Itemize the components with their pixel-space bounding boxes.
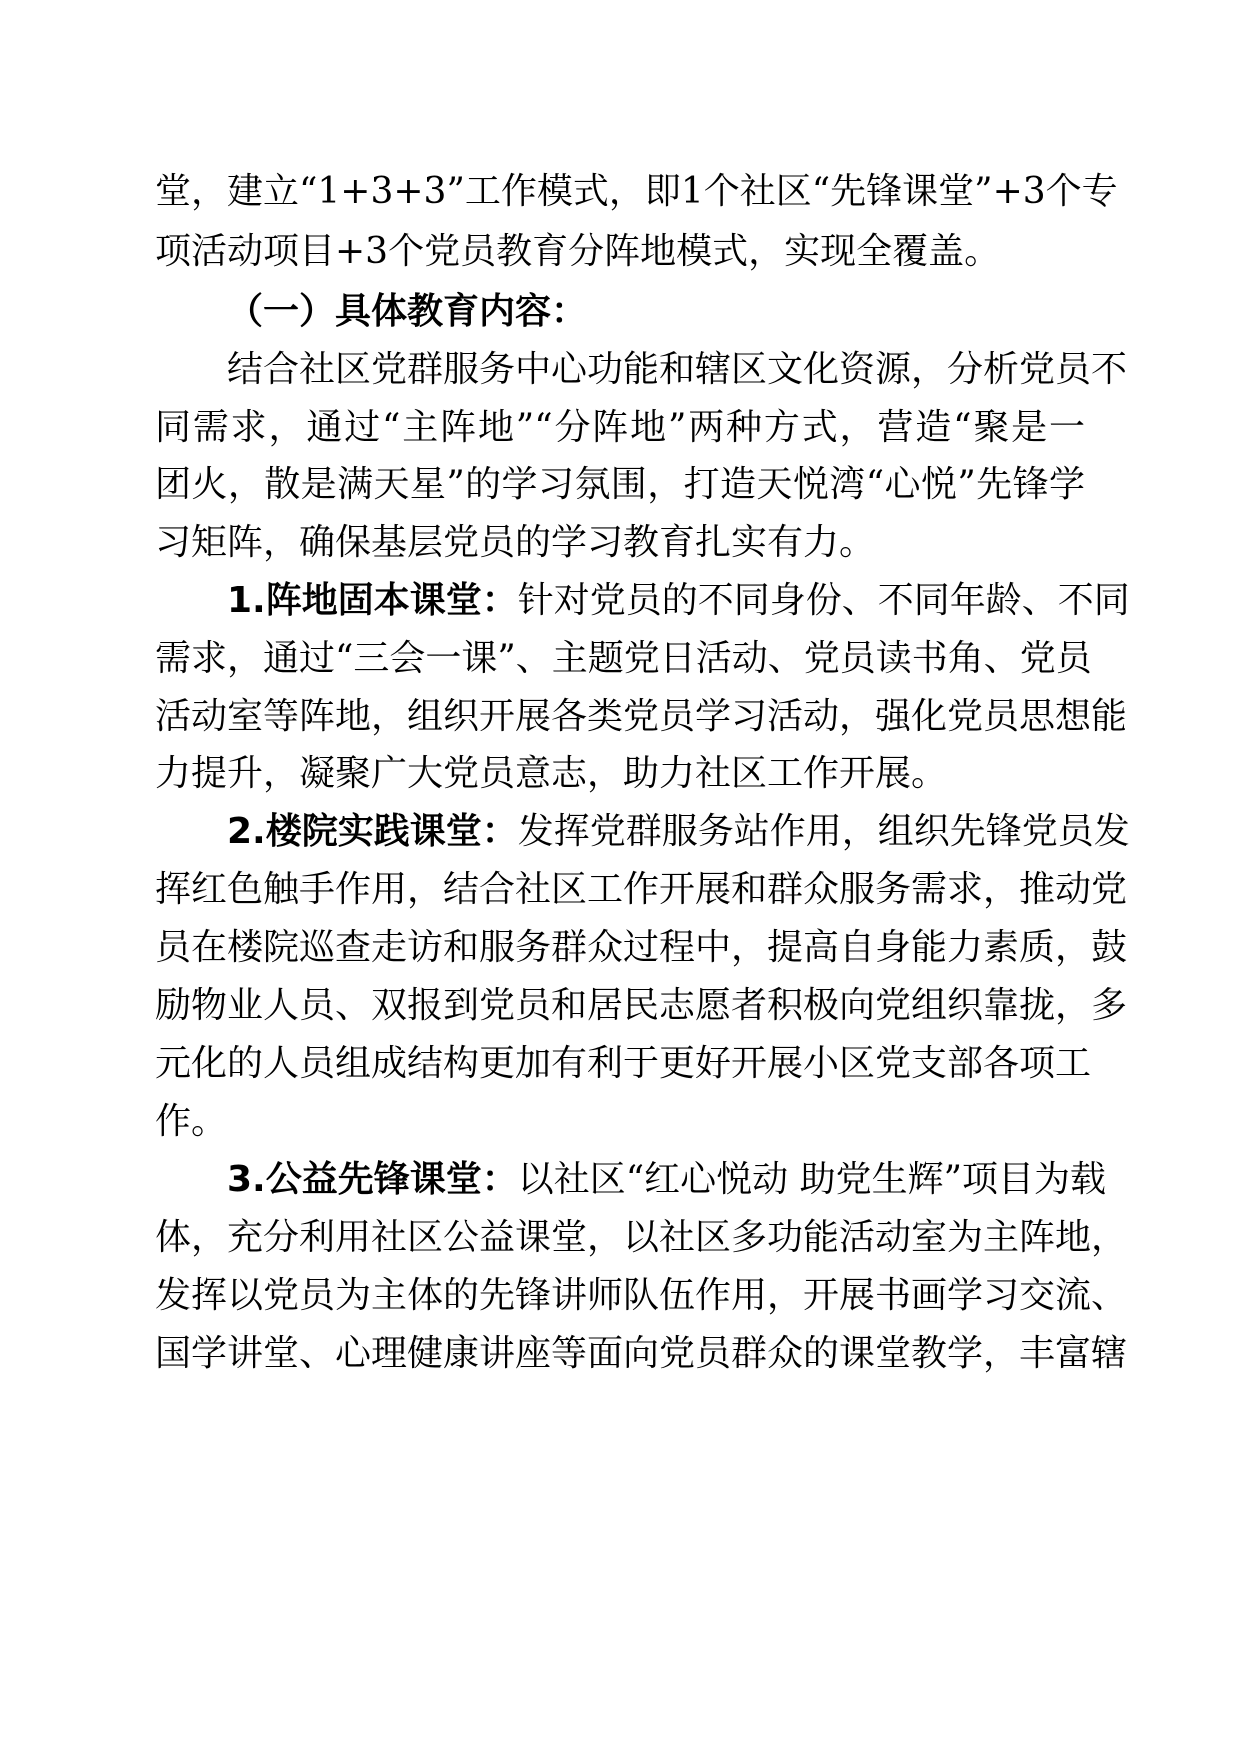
- paragraph-1-first-line: [155, 579, 1130, 623]
- paragraph-3-first-line: [155, 1158, 1106, 1202]
- body-line-11: 力提升，凝聚广大党员意志，助力社区工作开展。: [155, 753, 948, 794]
- paragraph-1-text: 针对党员的不同身份、不同年龄、不同: [517, 580, 1130, 621]
- body-line-9: 需求，通过“三会一课”、主题党日活动、党员读书角、党员: [155, 638, 1092, 679]
- paragraph-2-text: 发挥党群服务站作用，组织先锋党员发: [517, 811, 1130, 852]
- body-line-21: 国学讲堂、心理健康讲座等面向党员群众的课堂教学，丰富辖: [155, 1333, 1128, 1374]
- section-heading: （一）具体教育内容：: [227, 291, 588, 332]
- body-line-4: 结合社区党群服务中心功能和辖区文化资源，分析党员不: [227, 349, 1128, 390]
- body-line-14: 员在楼院巡查走访和服务群众过程中，提高自身能力素质，鼓: [155, 927, 1128, 968]
- body-line-7: 习矩阵，确保基层党员的学习教育扎实有力。: [155, 522, 876, 563]
- paragraph-2-first-line: [155, 810, 1130, 854]
- body-line-16: 元化的人员组成结构更加有利于更好开展小区党支部各项工: [155, 1043, 1092, 1084]
- body-line-19: 体，充分利用社区公益课堂，以社区多功能活动室为主阵地，: [155, 1217, 1128, 1258]
- body-line-13: 挥红色触手作用，结合社区工作开展和群众服务需求，推动党: [155, 869, 1128, 910]
- body-line-5: 同需求，通过“主阵地”“分阵地”两种方式，营造“聚是一: [155, 407, 1085, 448]
- body-line-6: 团火，散是满天星”的学习氛围，打造天悦湾“心悦”先锋学: [155, 464, 1085, 505]
- body-line-1: 堂，建立“1+3+3”工作模式，即1个社区“先锋课堂”+3个专: [155, 171, 1118, 212]
- body-line-15: 励物业人员、双报到党员和居民志愿者积极向党组织靠拢，多: [155, 985, 1128, 1026]
- subheading-2: 2.楼院实践课堂：: [227, 811, 518, 852]
- body-line-20: 发挥以党员为主体的先锋讲师队伍作用，开展书画学习交流、: [155, 1275, 1128, 1316]
- body-line-10: 活动室等阵地，组织开展各类党员学习活动，强化党员思想能: [155, 696, 1128, 737]
- subheading-1: 1.阵地固本课堂：: [227, 580, 518, 621]
- paragraph-3-text: 以社区“红心悦动 助党生辉”项目为载: [517, 1159, 1106, 1200]
- body-line-17: 作。: [155, 1101, 228, 1142]
- body-line-2: 项活动项目+3个党员教育分阵地模式，实现全覆盖。: [155, 231, 1001, 272]
- subheading-3: 3.公益先锋课堂：: [227, 1159, 518, 1200]
